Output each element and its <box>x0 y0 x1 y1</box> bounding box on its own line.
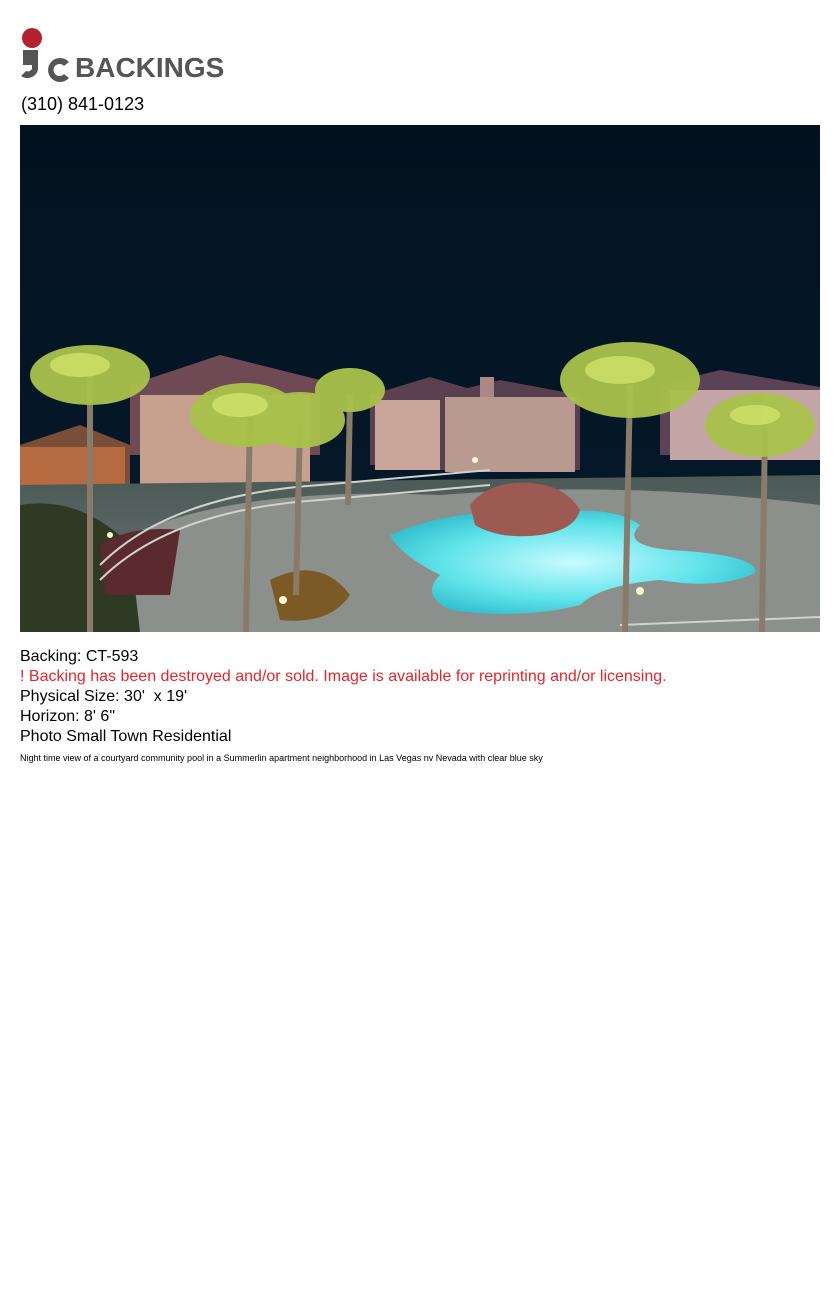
availability-notice: ! Backing has been destroyed and/or sold. Image is available for reprinting and/or licensing. <box>20 668 667 685</box>
category: Photo Small Town Residential <box>20 728 232 745</box>
phone-number[interactable]: (310) 841-0123 <box>21 94 145 114</box>
brand-name: BACKINGS <box>75 52 225 83</box>
brand-logo <box>20 26 230 86</box>
horizon: Horizon: 8' 6" <box>20 708 115 725</box>
backing-photo <box>20 125 820 632</box>
description: Night time view of a courtyard community pool in a Summerlin apartment neighborhood in Las Vegas nv Nevada with clear blue sky <box>20 753 543 763</box>
night-pool-scene-image <box>20 125 820 632</box>
physical-size: Physical Size: 30' x 19' <box>20 688 188 705</box>
backing-id: Backing: CT-593 <box>20 648 139 665</box>
jc-logo-mark-icon <box>20 26 72 84</box>
backing-details <box>20 647 820 773</box>
